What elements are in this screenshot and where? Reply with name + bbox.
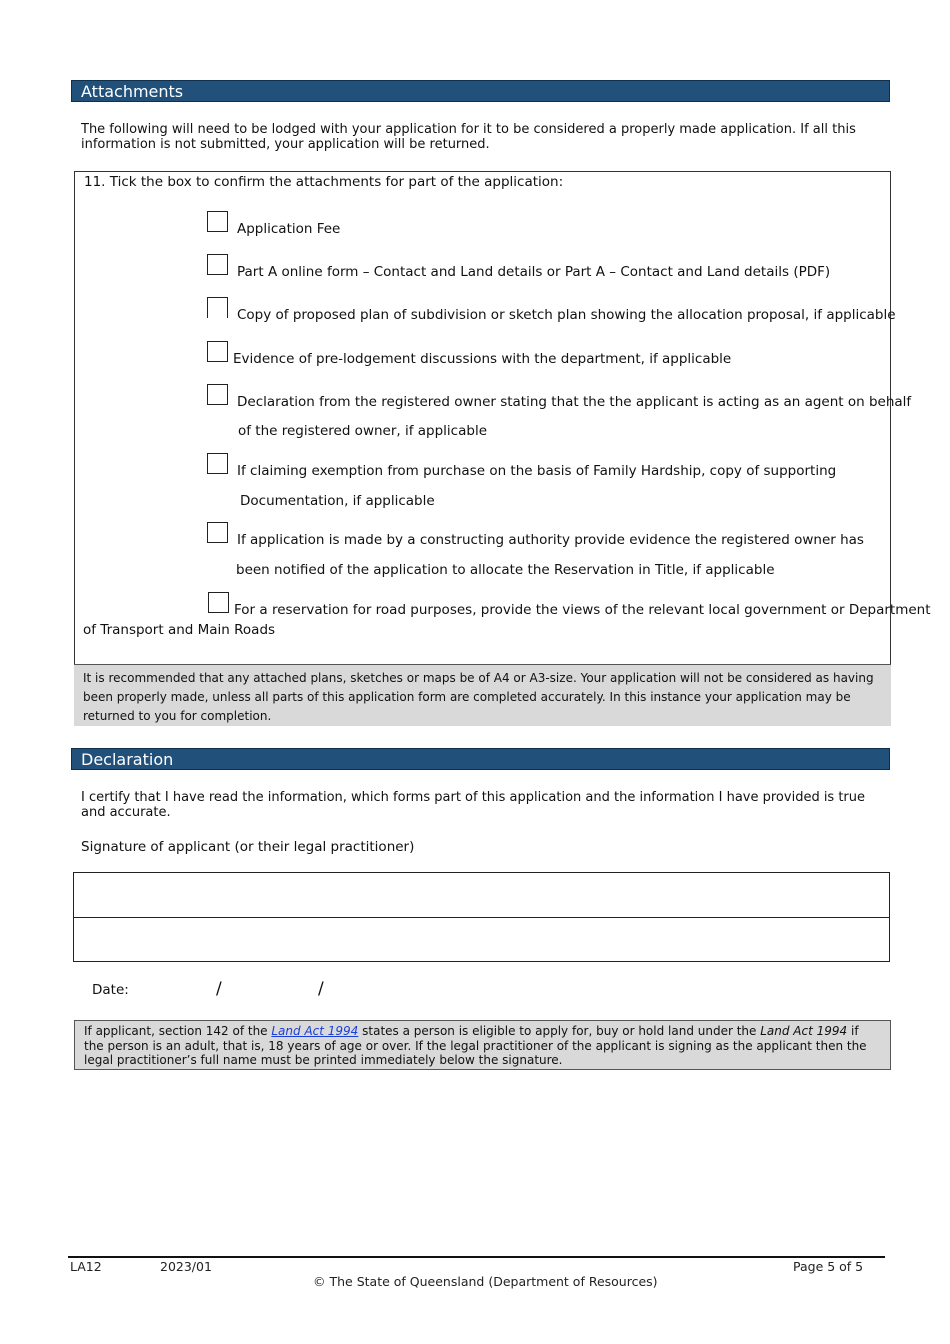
checkbox-family-hardship[interactable] bbox=[207, 453, 228, 474]
item-application-fee: Application Fee bbox=[237, 221, 341, 237]
item-pre-lodgement: Evidence of pre-lodgement discussions with the department, if applicable bbox=[233, 351, 732, 367]
item-owner-declaration-cont: of the registered owner, if applicable bbox=[238, 423, 488, 439]
date-separator-2: / bbox=[318, 979, 324, 999]
signature-field[interactable] bbox=[73, 872, 890, 918]
footer-copyright: © The State of Queensland (Department of Resources) bbox=[313, 1274, 658, 1289]
attachments-header: Attachments bbox=[71, 80, 890, 102]
item-constructing-authority: If application is made by a constructing authority provide evidence the registered owner has bbox=[237, 532, 864, 548]
item-family-hardship: If claiming exemption from purchase on the basis of Family Hardship, copy of supporting bbox=[237, 463, 837, 479]
footer-rule bbox=[68, 1256, 885, 1258]
declaration-certify: I certify that I have read the information, which forms part of this application and the information I have provided is true and accurate. bbox=[81, 790, 866, 820]
date-year-field[interactable] bbox=[330, 978, 420, 998]
attachments-intro: The following will need to be lodged with your application for it to be considered a properly made application. If all this information is not submitted, your application will be returned. bbox=[81, 122, 856, 152]
item-family-hardship-cont: Documentation, if applicable bbox=[240, 493, 435, 509]
attachments-note: It is recommended that any attached plans, sketches or maps be of A4 or A3-size. Your application will not be considered as having been properly made, unless all parts of this application form are completed accurately. In this instance your application may be returned to you for completion. bbox=[74, 664, 891, 726]
date-separator-1: / bbox=[216, 979, 222, 999]
date-day-field[interactable] bbox=[130, 978, 212, 998]
date-label: Date: bbox=[92, 982, 129, 998]
declaration-note bbox=[74, 1020, 891, 1070]
declaration-note-part3: if the person is an adult, that is, 18 years of age or over. If the legal practitioner of the applicant is signing as the applicant then the legal practitioner’s full name must be printed immediately below the signature. bbox=[84, 1024, 867, 1067]
declaration-note-part1: If applicant, section 142 of the bbox=[84, 1024, 272, 1038]
checkbox-owner-declaration[interactable] bbox=[207, 384, 228, 405]
question-11-label: 11. Tick the box to confirm the attachments for part of the application: bbox=[84, 174, 564, 190]
footer-page-number: Page 5 of 5 bbox=[793, 1259, 864, 1274]
checkbox-proposed-plan[interactable] bbox=[207, 297, 228, 318]
checkbox-constructing-authority[interactable] bbox=[207, 522, 228, 543]
printed-name-field[interactable] bbox=[73, 917, 890, 962]
land-act-italic: Land Act 1994 bbox=[760, 1024, 848, 1038]
declaration-note-part2: states a person is eligible to apply for, buy or hold land under the bbox=[358, 1024, 761, 1038]
item-proposed-plan: Copy of proposed plan of subdivision or sketch plan showing the allocation proposal, if applicable bbox=[237, 307, 896, 323]
checkbox-pre-lodgement[interactable] bbox=[207, 341, 228, 362]
item-owner-declaration: Declaration from the registered owner stating that the the applicant is acting as an agent on behalf bbox=[237, 394, 912, 410]
checkbox-application-fee[interactable] bbox=[207, 211, 228, 232]
item-road-purposes: For a reservation for road purposes, provide the views of the relevant local government or Department bbox=[234, 602, 931, 618]
attachments-box bbox=[74, 171, 931, 726]
date-month-field[interactable] bbox=[228, 978, 313, 998]
footer-form-code: LA12 bbox=[70, 1259, 102, 1274]
signature-label: Signature of applicant (or their legal practitioner) bbox=[81, 839, 415, 855]
item-constructing-authority-cont: been notified of the application to allocate the Reservation in Title, if applicable bbox=[236, 562, 775, 578]
declaration-header: Declaration bbox=[71, 748, 890, 770]
land-act-link[interactable]: Land Act 1994 bbox=[271, 1024, 359, 1038]
item-road-purposes-cont: of Transport and Main Roads bbox=[83, 622, 276, 638]
checkbox-road-purposes[interactable] bbox=[208, 592, 229, 613]
item-part-a-form: Part A online form – Contact and Land details or Part A – Contact and Land details (PDF) bbox=[237, 264, 831, 280]
footer-version: 2023/01 bbox=[160, 1259, 212, 1274]
checkbox-part-a-form[interactable] bbox=[207, 254, 228, 275]
